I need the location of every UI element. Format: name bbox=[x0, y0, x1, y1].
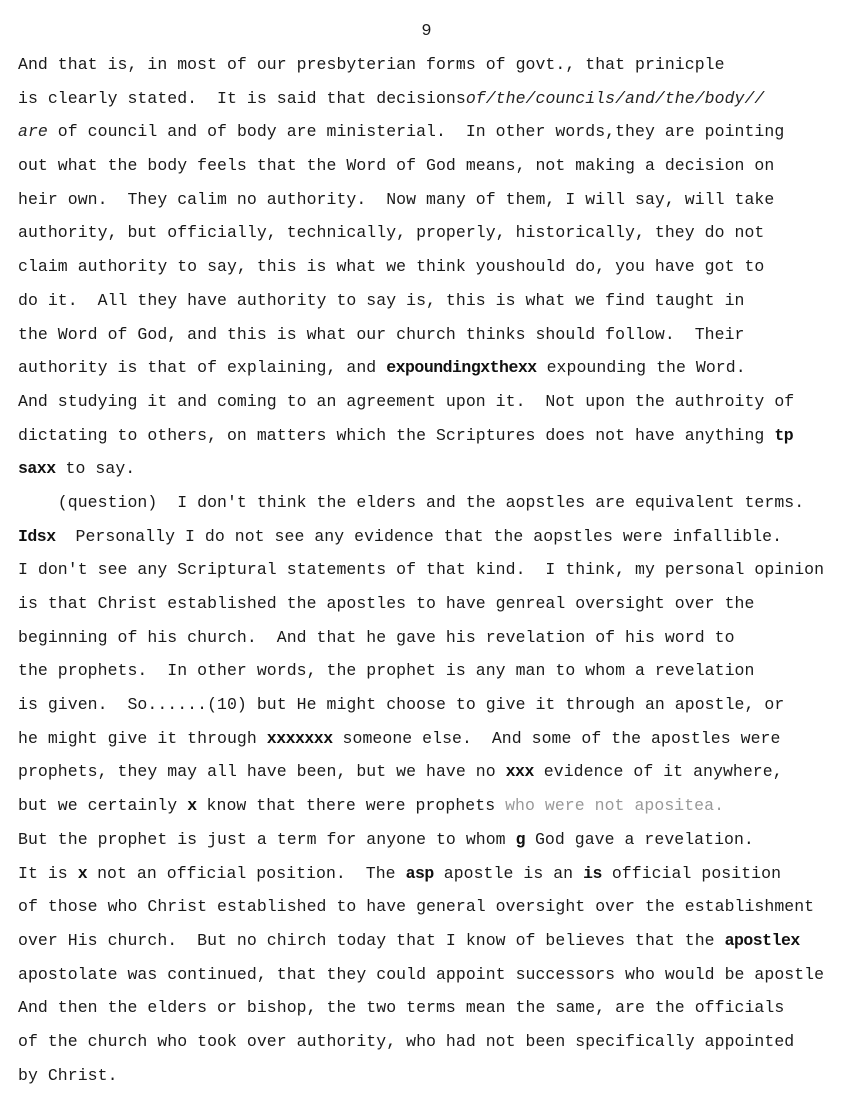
typed-over-text: saxx bbox=[18, 459, 56, 479]
text-line bbox=[18, 660, 824, 694]
text-segment: It is bbox=[18, 863, 78, 883]
text-segment: prophets, they may all have been, but we have no bbox=[18, 762, 506, 782]
text-segment: over His church. But no chirch today that I know of believes that the bbox=[18, 930, 725, 950]
text-line bbox=[18, 189, 824, 223]
text-line bbox=[18, 425, 824, 459]
text-line bbox=[18, 222, 824, 256]
page-number: 9 bbox=[421, 22, 432, 41]
typed-over-text: expoundingxthexx bbox=[386, 358, 537, 378]
text-line bbox=[18, 526, 824, 560]
typed-over-text: x bbox=[77, 863, 88, 883]
text-line bbox=[18, 627, 824, 661]
text-segment: But the prophet is just a term for anyone to whom bbox=[18, 829, 516, 849]
text-segment: the Word of God, and this is what our church thinks should follow. Their bbox=[18, 324, 745, 344]
text-line bbox=[18, 391, 824, 425]
text-line bbox=[18, 458, 824, 492]
text-segment: the prophets. In other words, the prophet is any man to whom a revelation bbox=[18, 661, 755, 681]
text-line bbox=[18, 121, 824, 155]
typed-over-text: asp bbox=[405, 863, 434, 883]
text-segment: of those who Christ established to have general oversight over the establishment bbox=[18, 897, 815, 917]
text-line bbox=[18, 896, 824, 930]
text-segment: And that is, in most of our presbyterian forms of govt., that prinicple bbox=[18, 55, 725, 74]
text-line bbox=[18, 88, 824, 122]
text-line bbox=[18, 593, 824, 627]
text-segment: (question) I don't think the elders and the aopstles are equivalent terms. bbox=[18, 492, 805, 512]
text-line bbox=[18, 863, 824, 897]
text-segment: apostle is an bbox=[433, 863, 584, 883]
text-line bbox=[18, 1065, 824, 1099]
text-segment: heir own. They calim no authority. Now many of them, I will say, will take bbox=[18, 189, 775, 209]
text-line bbox=[18, 357, 824, 391]
text-line bbox=[18, 290, 824, 324]
text-segment: apostolate was continued, that they could appoint successors who would be apostle bbox=[18, 964, 825, 984]
struck-out-text: of/the/councils/and/the/body// bbox=[465, 88, 765, 108]
text-segment: not an official position. The bbox=[87, 863, 406, 883]
text-segment: evidence of it anywhere, bbox=[533, 762, 783, 782]
text-line bbox=[18, 761, 824, 795]
text-segment: authority is that of explaining, and bbox=[18, 358, 387, 378]
text-segment: out what the body feels that the Word of God means, not making a decision on bbox=[18, 156, 775, 176]
text-segment: do it. All they have authority to say is, this is what we find taught in bbox=[18, 290, 745, 310]
text-line bbox=[18, 728, 824, 762]
text-line bbox=[18, 997, 824, 1031]
text-segment: of the church who took over authority, who had not been specifically appointed bbox=[18, 1031, 795, 1051]
text-segment: dictating to others, on matters which the Scriptures does not have anything bbox=[18, 425, 775, 445]
text-segment: know that there were prophets bbox=[196, 796, 506, 816]
text-segment: beginning of his church. And that he gave his revelation of his word to bbox=[18, 627, 735, 647]
text-line bbox=[18, 930, 824, 964]
typed-over-text: is bbox=[583, 863, 602, 883]
text-line bbox=[18, 1031, 824, 1065]
text-line bbox=[18, 324, 824, 358]
text-segment: he might give it through bbox=[18, 728, 267, 748]
text-segment: to say. bbox=[55, 459, 136, 479]
typed-over-text: xxxxxxx bbox=[266, 728, 333, 748]
text-segment: by Christ. bbox=[18, 1065, 118, 1085]
text-segment: official position bbox=[601, 863, 782, 883]
text-segment: claim authority to say, this is what we think youshould do, you have got to bbox=[18, 257, 765, 277]
text-segment: someone else. And some of the apostles were bbox=[332, 728, 781, 748]
text-segment: And then the elders or bishop, the two terms mean the same, are the officials bbox=[18, 998, 785, 1018]
text-line bbox=[18, 492, 824, 526]
typed-over-text: apostlex bbox=[724, 930, 800, 950]
text-line bbox=[18, 829, 824, 863]
text-line bbox=[18, 694, 824, 728]
typed-over-text: tp bbox=[774, 425, 794, 445]
text-segment: is that Christ established the apostles to have genreal oversight over the bbox=[18, 594, 755, 613]
text-segment: God gave a revelation. bbox=[525, 829, 754, 849]
faint-text: who were not apositea. bbox=[505, 796, 725, 816]
text-line bbox=[18, 54, 824, 88]
text-segment: is clearly stated. It is said that decisions bbox=[18, 88, 466, 108]
typed-over-text: Idsx bbox=[18, 526, 56, 546]
text-segment: but we certainly bbox=[18, 796, 188, 816]
text-line bbox=[18, 155, 824, 189]
text-segment: And studying it and coming to an agreement upon it. Not upon the authroity of bbox=[18, 391, 795, 411]
text-segment: expounding the Word. bbox=[536, 358, 746, 378]
text-segment: is given. So......(10) but He might choose to give it through an apostle, or bbox=[18, 695, 785, 715]
typed-over-text: x bbox=[187, 796, 197, 816]
text-line bbox=[18, 559, 824, 593]
text-segment: authority, but officially, technically, properly, historically, they do not bbox=[18, 223, 765, 243]
text-line bbox=[18, 795, 824, 829]
text-segment: Personally I do not see any evidence that the aopstles were infallible. bbox=[55, 526, 783, 546]
text-segment: I don't see any Scriptural statements of that kind. I think, my personal opinion bbox=[18, 560, 825, 580]
text-line bbox=[18, 964, 824, 998]
typed-over-text: xxx bbox=[505, 762, 534, 782]
struck-out-text: are bbox=[18, 122, 48, 142]
text-segment: of council and of body are ministerial. In other words,they are pointing bbox=[47, 122, 785, 142]
text-line bbox=[18, 256, 824, 290]
typed-over-text: g bbox=[515, 829, 525, 849]
typewritten-body bbox=[18, 54, 824, 1098]
